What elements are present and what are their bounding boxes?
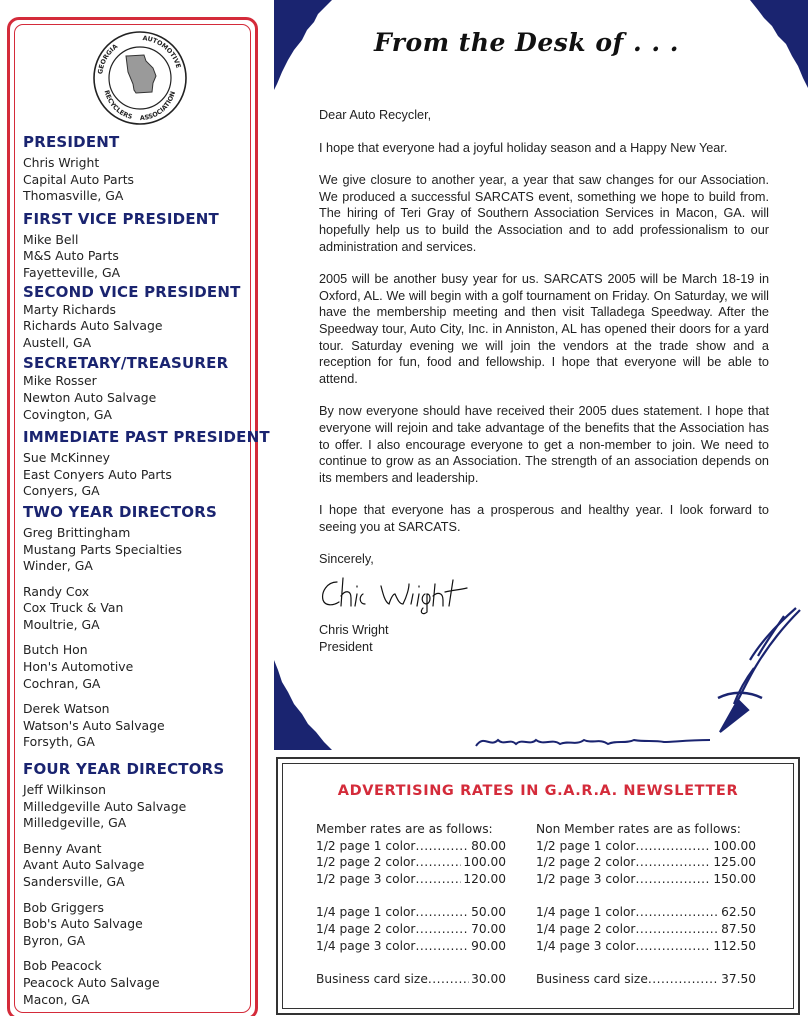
letter-paragraph: We give closure to another year, a year that saw changes for our Association. We produced a successful SARCATS event, something we hope to build from. The hiring of Teri Gray of Southern Association Services in Macon, GA. will hopefully help us to build the Association and to add professionalism to our administration and services. <box>319 173 769 254</box>
presidents-letter <box>274 0 808 750</box>
letter-signoff <box>319 622 389 655</box>
officer-city: Byron, GA <box>23 932 86 948</box>
rate-price: 150.00 <box>713 871 756 886</box>
letter-paragraph: I hope that everyone has a prosperous and healthy year. I look forward to seeing you at SARCATS. <box>319 503 769 534</box>
officer-city: Sandersville, GA <box>23 874 125 889</box>
officers-sidebar <box>7 17 270 1016</box>
rate-price: 125.00 <box>713 855 756 870</box>
rate-label: 1/4 page 3 color <box>536 938 636 953</box>
rate-label: 1/2 page 2 color <box>316 855 416 870</box>
signer-title: President <box>319 639 373 654</box>
rate-label: 1/2 page 1 color <box>316 838 416 853</box>
officer-entry <box>23 450 251 500</box>
officer-entry <box>23 701 251 751</box>
section-title-first-vice-president: FIRST VICE PRESIDENT <box>23 209 219 228</box>
rate-price: 100.00 <box>463 855 506 870</box>
officer-name: Butch Hon <box>23 642 88 658</box>
officer-company: Peacock Auto Salvage <box>23 974 160 990</box>
officer-city: Milledgeville, GA <box>23 815 127 831</box>
rate-label: 1/4 page 1 color <box>316 905 416 920</box>
rate-row <box>316 871 506 888</box>
rate-row <box>536 921 756 938</box>
rate-row <box>536 871 756 888</box>
logo-ring-recyclers: RECYCLERS <box>102 89 134 121</box>
rate-row <box>316 904 506 921</box>
officer-entry <box>23 642 251 692</box>
torn-corner-top-left-icon <box>274 0 334 90</box>
rate-price: 50.00 <box>471 905 506 920</box>
officer-company: Bob's Auto Salvage <box>23 916 143 932</box>
officer-name: Sue McKinney <box>23 450 111 466</box>
rate-row <box>316 921 506 938</box>
rate-label: Business card size <box>316 972 428 987</box>
officer-entry <box>23 782 251 832</box>
officer-entry <box>23 155 251 205</box>
officer-name: Chris Wright <box>23 155 100 170</box>
letter-paragraph: 2005 will be another busy year for us. SARCATS 2005 will be March 18-19 in Oxford, AL. We will begin with a golf tournament on Friday. On Saturday, we will have the membership meeting and then visit Talladega Speedway. After the Speedway tour, Auto City, Inc. in Anniston, AL has opened their doors for a yard tour. Saturday evening we will join the vendors at the trade show and a reception for fun, food and fellowship. I hope that everyone will be able to attend. <box>319 272 769 386</box>
rate-label: 1/2 page 3 color <box>536 871 636 886</box>
svg-text:ASSOCIATION <box>140 90 178 122</box>
rate-price: 30.00 <box>471 972 506 987</box>
section-title-second-vice-president: SECOND VICE PRESIDENT <box>23 282 241 301</box>
officer-entry <box>23 232 251 282</box>
rate-label: 1/4 page 3 color <box>316 938 416 953</box>
rate-row <box>316 838 506 855</box>
officer-company: Newton Auto Salvage <box>23 389 157 405</box>
officer-company: Hon's Automotive <box>23 659 134 675</box>
officer-company: Avant Auto Salvage <box>23 857 145 873</box>
rate-price: 112.50 <box>713 938 756 953</box>
rate-price: 37.50 <box>721 972 756 987</box>
officer-entry <box>23 841 251 891</box>
section-title-president: PRESIDENT <box>23 133 120 151</box>
svg-text:RECYCLERS <box>103 89 134 121</box>
letter-paragraph: I hope that everyone had a joyful holiday season and a Happy New Year. <box>319 140 728 155</box>
letter-salutation: Dear Auto Recycler, <box>319 108 432 122</box>
officer-company: East Conyers Auto Parts <box>23 466 172 482</box>
officer-city: Conyers, GA <box>23 483 100 499</box>
letter-paragraph: By now everyone should have received their 2005 dues statement. I hope that everyone will rejoin and take advantage of the benefits that the Association has to offer. I also encourage everyone to get a non-member to join. We need to continue to grow as an Association. The strength of an association depends on its members and leadership. <box>319 404 769 485</box>
rate-row <box>536 938 756 955</box>
rate-label: 1/4 page 1 color <box>536 905 636 920</box>
rate-row <box>536 838 756 855</box>
rate-price: 62.50 <box>721 905 756 920</box>
rate-price: 87.50 <box>721 921 756 936</box>
officer-company: Capital Auto Parts <box>23 171 135 187</box>
letter-heading: From the Desk of . . . <box>374 28 679 57</box>
rate-price: 80.00 <box>471 838 506 853</box>
officer-name: Derek Watson <box>23 701 110 717</box>
officer-company: Mustang Parts Specialties <box>23 541 182 557</box>
officer-roster <box>23 128 270 1008</box>
officer-city: Macon, GA <box>23 991 90 1007</box>
handwritten-signature <box>319 572 499 616</box>
officer-city: Cochran, GA <box>23 675 101 691</box>
officer-city: Forsyth, GA <box>23 734 95 750</box>
rate-label: 1/2 page 1 color <box>536 838 636 853</box>
torn-corner-bottom-left-icon <box>274 660 334 750</box>
georgia-state-outline-icon <box>126 55 156 93</box>
section-title-four-year-directors: FOUR YEAR DIRECTORS <box>23 760 225 779</box>
rate-row <box>536 854 756 871</box>
rate-row <box>536 904 756 921</box>
officer-name: Bob Griggers <box>23 899 104 915</box>
officer-entry <box>23 584 251 634</box>
ad-rates-title: ADVERTISING RATES IN G.A.R.A. NEWSLETTER <box>337 783 739 799</box>
officer-name: Mike Bell <box>23 231 79 247</box>
rate-label: 1/4 page 2 color <box>316 921 416 936</box>
officer-name: Benny Avant <box>23 840 102 856</box>
rate-label: 1/4 page 2 color <box>536 921 636 936</box>
letter-body <box>319 107 769 584</box>
rate-price: 100.00 <box>713 838 756 853</box>
officer-company: Watson's Auto Salvage <box>23 717 165 733</box>
member-rates-column <box>316 821 506 988</box>
rate-label: 1/2 page 3 color <box>316 871 416 886</box>
section-title-two-year-directors: TWO YEAR DIRECTORS <box>23 502 218 521</box>
rate-row <box>536 971 756 988</box>
officer-entry <box>23 373 251 423</box>
officer-entry <box>23 958 251 1008</box>
section-title-immediate-past-president: IMMEDIATE PAST PRESIDENT <box>23 428 270 447</box>
officer-name: Mike Rosser <box>23 373 97 389</box>
officer-city: Thomasville, GA <box>23 188 124 204</box>
logo-ring-automotive: AUTOMOTIVE <box>142 34 183 70</box>
rate-label: 1/2 page 2 color <box>536 855 636 870</box>
signer-name: Chris Wright <box>319 623 389 637</box>
section-title-secretary-treasurer: SECRETARY/TREASURER <box>23 354 229 373</box>
rate-price: 120.00 <box>463 871 506 886</box>
rate-row <box>316 854 506 871</box>
officer-city: Covington, GA <box>23 406 112 422</box>
fountain-pen-icon <box>714 606 804 736</box>
non-member-rates-column <box>536 821 756 988</box>
officer-name: Jeff Wilkinson <box>23 782 106 798</box>
officer-entry <box>23 900 251 950</box>
rate-row <box>316 938 506 955</box>
pen-stroke-flourish-icon <box>474 728 714 752</box>
officer-city: Austell, GA <box>23 334 92 350</box>
letter-closing: Sincerely, <box>319 552 374 567</box>
rate-label: Business card size <box>536 972 648 987</box>
logo-ring-association: ASSOCIATION <box>139 90 178 123</box>
officer-name: Greg Brittingham <box>23 524 131 540</box>
torn-corner-top-right-icon <box>748 0 808 90</box>
officer-company: Cox Truck & Van <box>23 600 124 616</box>
member-rates-heading: Member rates are as follows: <box>316 822 493 836</box>
officer-company: Milledgeville Auto Salvage <box>23 798 187 814</box>
officer-entry <box>23 302 251 352</box>
officer-city: Fayetteville, GA <box>23 264 121 280</box>
officer-city: Winder, GA <box>23 558 93 574</box>
officer-entry <box>23 525 251 575</box>
officer-name: Randy Cox <box>23 583 90 599</box>
officer-name: Bob Peacock <box>23 958 102 974</box>
rate-price: 90.00 <box>471 938 506 953</box>
officer-company: Richards Auto Salvage <box>23 318 163 334</box>
rate-row <box>316 971 506 988</box>
advertising-rates-box <box>276 757 800 1015</box>
rate-price: 70.00 <box>471 921 506 936</box>
officer-city: Moultrie, GA <box>23 616 100 632</box>
logo-ring-georgia: GEORGIA <box>96 42 120 75</box>
non-member-rates-heading: Non Member rates are as follows: <box>536 822 741 836</box>
officer-name: Marty Richards <box>23 301 117 317</box>
gara-logo <box>90 28 190 128</box>
officer-company: M&S Auto Parts <box>23 248 119 264</box>
